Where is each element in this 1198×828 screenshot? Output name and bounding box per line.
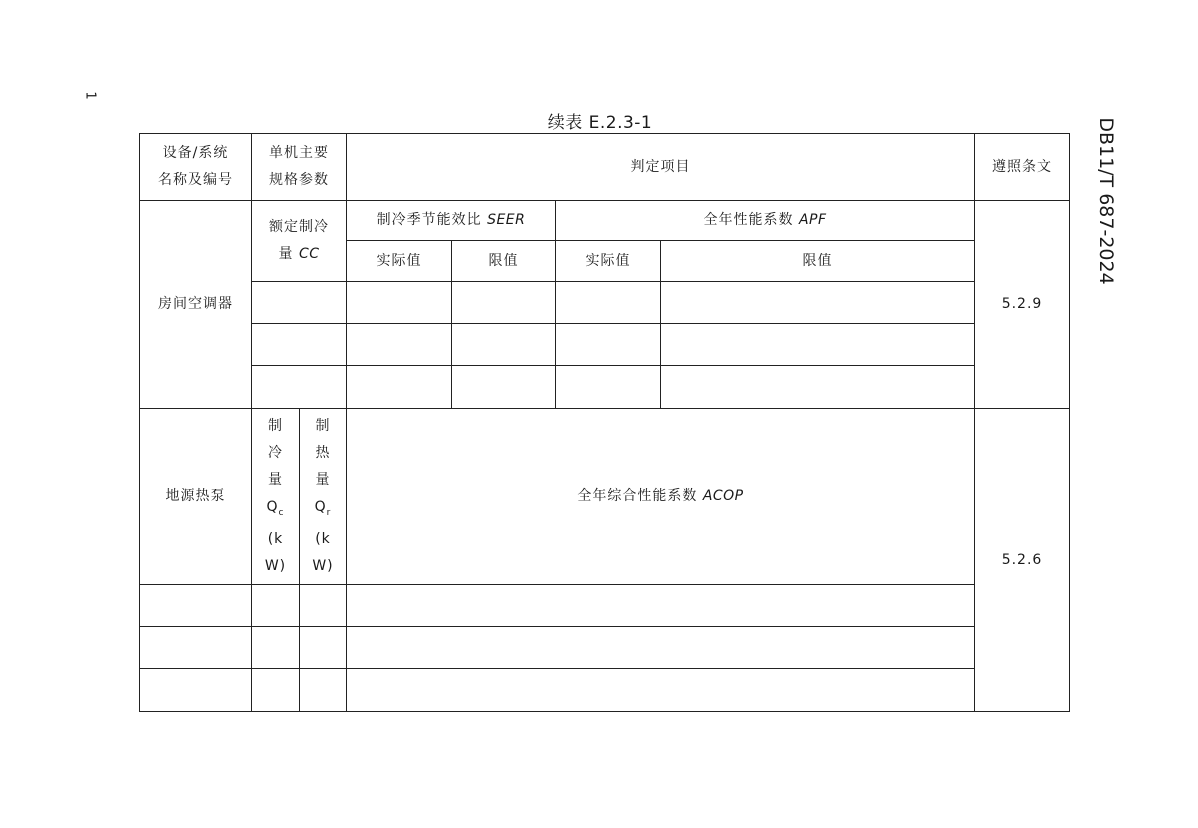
table-cell: [346, 626, 975, 669]
table-cell: [299, 626, 347, 669]
table-cell: [660, 281, 975, 324]
page-number: 1: [82, 91, 98, 100]
table-cell: [251, 584, 300, 627]
table-cell: [346, 668, 975, 712]
room-ac-capacity-header: 额定制冷 量 CC: [251, 200, 347, 282]
table-cell: [660, 365, 975, 409]
apf-actual-header: 实际值: [555, 240, 661, 282]
table-cell: [251, 668, 300, 712]
table-title: 续表 E.2.3-1: [547, 113, 653, 133]
apf-header: 全年性能系数 APF: [555, 200, 975, 241]
table-cell: [139, 668, 252, 712]
table-cell: [346, 281, 452, 324]
header-device-name: 设备/系统 名称及编号: [139, 133, 252, 201]
table-cell: [555, 323, 661, 366]
ground-source-clause: 5.2.6: [974, 408, 1070, 712]
seer-actual-header: 实际值: [346, 240, 452, 282]
table-cell: [139, 584, 252, 627]
table-cell: [451, 365, 556, 409]
evaluation-table: [139, 133, 1070, 712]
table-cell: [251, 365, 347, 409]
standard-code: DB11/T 687-2024: [1095, 117, 1117, 285]
header-spec: 单机主要 规格参数: [251, 133, 347, 201]
room-ac-clause: 5.2.9: [974, 200, 1070, 409]
heating-capacity-header: 制 热 量 $Q_r$ (k W): [299, 408, 347, 585]
table-cell: [251, 323, 347, 366]
acop-header: 全年综合性能系数 ACOP: [346, 408, 975, 585]
header-judgment: 判定项目: [346, 133, 975, 201]
table-cell: [346, 584, 975, 627]
header-clause: 遵照条文: [974, 133, 1070, 201]
apf-limit-header: 限值: [660, 240, 975, 282]
cooling-capacity-header: 制 冷 量 $Q_c$ (k W): [251, 408, 300, 585]
room-ac-name: 房间空调器: [139, 200, 252, 409]
table-cell: [299, 668, 347, 712]
table-cell: [451, 281, 556, 324]
table-cell: [555, 281, 661, 324]
table-cell: [555, 365, 661, 409]
table-cell: [660, 323, 975, 366]
table-cell: [251, 626, 300, 669]
table-cell: [251, 281, 347, 324]
seer-header: 制冷季节能效比 SEER: [346, 200, 556, 241]
table-cell: [299, 584, 347, 627]
table-cell: [346, 365, 452, 409]
ground-source-name: 地源热泵: [139, 408, 252, 585]
table-cell: [346, 323, 452, 366]
seer-limit-header: 限值: [451, 240, 556, 282]
table-cell: [451, 323, 556, 366]
table-cell: [139, 626, 252, 669]
